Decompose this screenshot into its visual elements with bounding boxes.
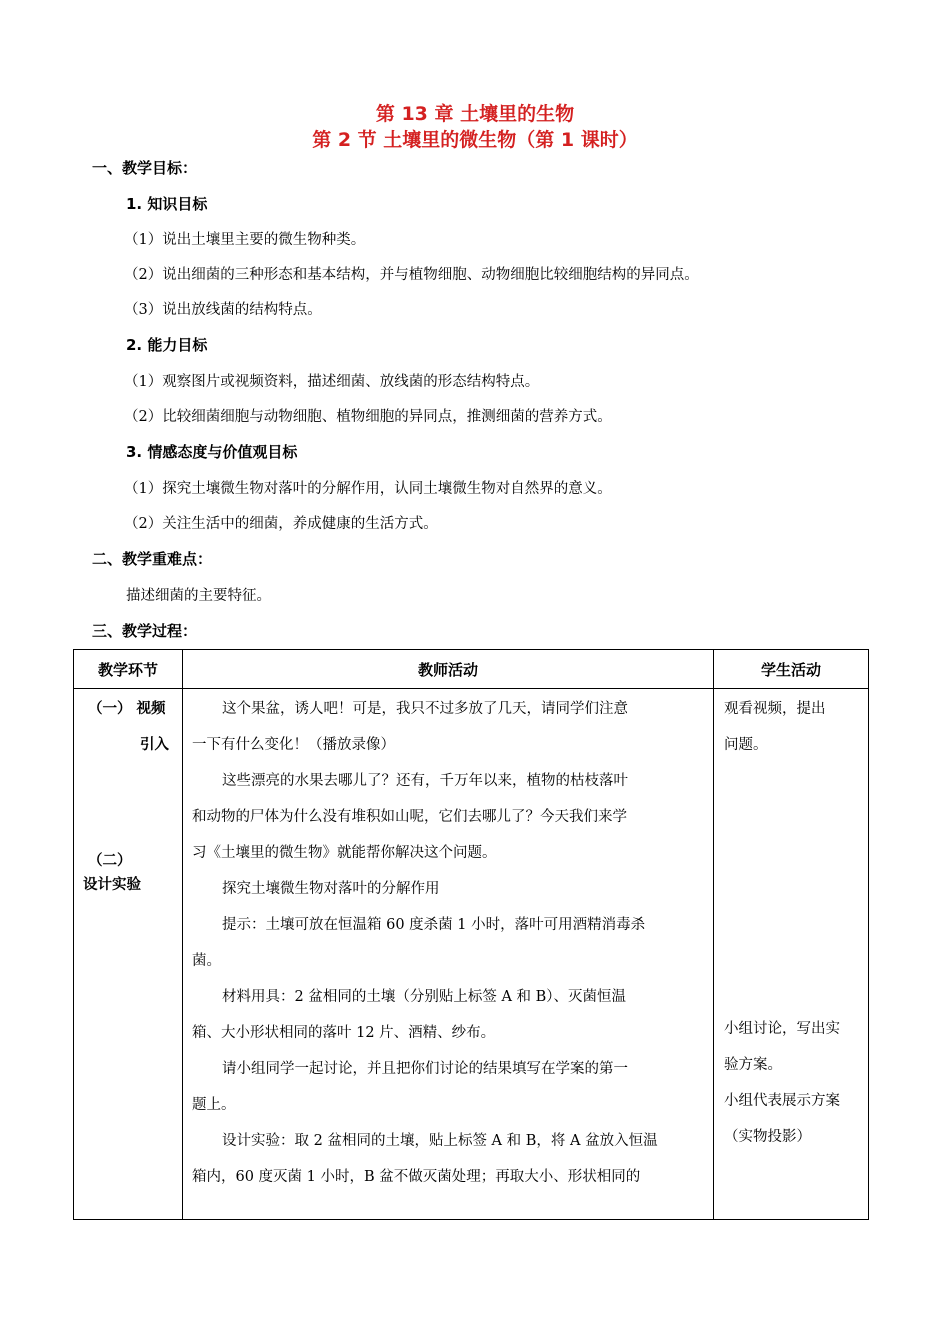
header-teacher: 教师活动 — [183, 650, 714, 689]
process-heading: 三、教学过程： — [92, 622, 198, 640]
stage-cell — [74, 689, 183, 1220]
stage-label: 引入 — [140, 737, 169, 753]
header-student: 学生活动 — [714, 650, 869, 689]
key-points-text: 描述细菌的主要特征。 — [126, 588, 271, 604]
teacher-line: 和动物的尸体为什么没有堆积如山呢，它们去哪儿了？今天我们来学 — [192, 809, 627, 825]
knowledge-heading: 1. 知识目标 — [126, 195, 208, 213]
knowledge-item: （3）说出放线菌的结构特点。 — [124, 302, 322, 318]
emotion-heading: 3. 情感态度与价值观目标 — [126, 443, 298, 461]
teacher-cell — [183, 689, 714, 1220]
teacher-line: 一下有什么变化！（播放录像） — [192, 737, 395, 753]
teacher-line: 箱内，60 度灭菌 1 小时，B 盆不做灭菌处理；再取大小、形状相同的 — [192, 1169, 641, 1185]
stage-label: （一） 视频 — [88, 701, 166, 717]
knowledge-item: （1）说出土壤里主要的微生物种类。 — [124, 232, 366, 248]
teacher-line: 箱、大小形状相同的落叶 12 片、酒精、纱布。 — [192, 1025, 496, 1041]
ability-item: （2）比较细菌细胞与动物细胞、植物细胞的异同点，推测细菌的营养方式。 — [124, 409, 612, 425]
teacher-line: 提示：土壤可放在恒温箱 60 度杀菌 1 小时，落叶可用酒精消毒杀 — [222, 917, 646, 933]
goals-heading: 一、教学目标： — [92, 159, 198, 177]
student-line: 小组讨论，写出实 — [724, 1021, 840, 1037]
student-line: 问题。 — [724, 737, 768, 753]
emotion-item: （2）关注生活中的细菌，养成健康的生活方式。 — [124, 516, 438, 532]
student-line: 小组代表展示方案 — [724, 1093, 840, 1109]
knowledge-item: （2）说出细菌的三种形态和基本结构，并与植物细胞、动物细胞比较细胞结构的异同点。 — [124, 267, 699, 283]
table-header-row — [74, 650, 869, 689]
chapter-title: 第 13 章 土壤里的生物 — [375, 103, 575, 125]
ability-item: （1）观察图片或视频资料，描述细菌、放线菌的形态结构特点。 — [124, 374, 540, 390]
teacher-line: 菌。 — [192, 953, 221, 969]
table-row — [74, 689, 869, 1220]
stage-label: （二） — [88, 853, 132, 869]
teacher-line: 题上。 — [192, 1097, 236, 1113]
student-line: （实物投影） — [724, 1129, 811, 1145]
student-line: 验方案。 — [724, 1057, 782, 1073]
teacher-line: 材料用具：2 盆相同的土壤（分别贴上标签 A 和 B）、灭菌恒温 — [222, 989, 627, 1005]
key-points-heading: 二、教学重难点： — [92, 550, 213, 568]
student-cell — [714, 689, 869, 1220]
teacher-line: 习《土壤里的微生物》就能帮你解决这个问题。 — [192, 845, 497, 861]
teacher-line: 设计实验：取 2 盆相同的土壤，贴上标签 A 和 B，将 A 盆放入恒温 — [222, 1133, 658, 1149]
teacher-line: 探究土壤微生物对落叶的分解作用 — [222, 881, 440, 897]
stage-label: 设计实验 — [83, 877, 141, 893]
student-line: 观看视频，提出 — [724, 701, 826, 717]
header-stage: 教学环节 — [74, 650, 183, 689]
ability-heading: 2. 能力目标 — [126, 336, 208, 354]
teaching-process-table — [73, 649, 869, 1220]
teacher-line: 这个果盆，诱人吧！可是，我只不过多放了几天，请同学们注意 — [222, 701, 628, 717]
section-title: 第 2 节 土壤里的微生物（第 1 课时） — [312, 129, 638, 151]
teacher-line: 请小组同学一起讨论，并且把你们讨论的结果填写在学案的第一 — [222, 1061, 628, 1077]
teacher-line: 这些漂亮的水果去哪儿了？还有，千万年以来，植物的枯枝落叶 — [222, 773, 628, 789]
emotion-item: （1）探究土壤微生物对落叶的分解作用，认同土壤微生物对自然界的意义。 — [124, 481, 612, 497]
